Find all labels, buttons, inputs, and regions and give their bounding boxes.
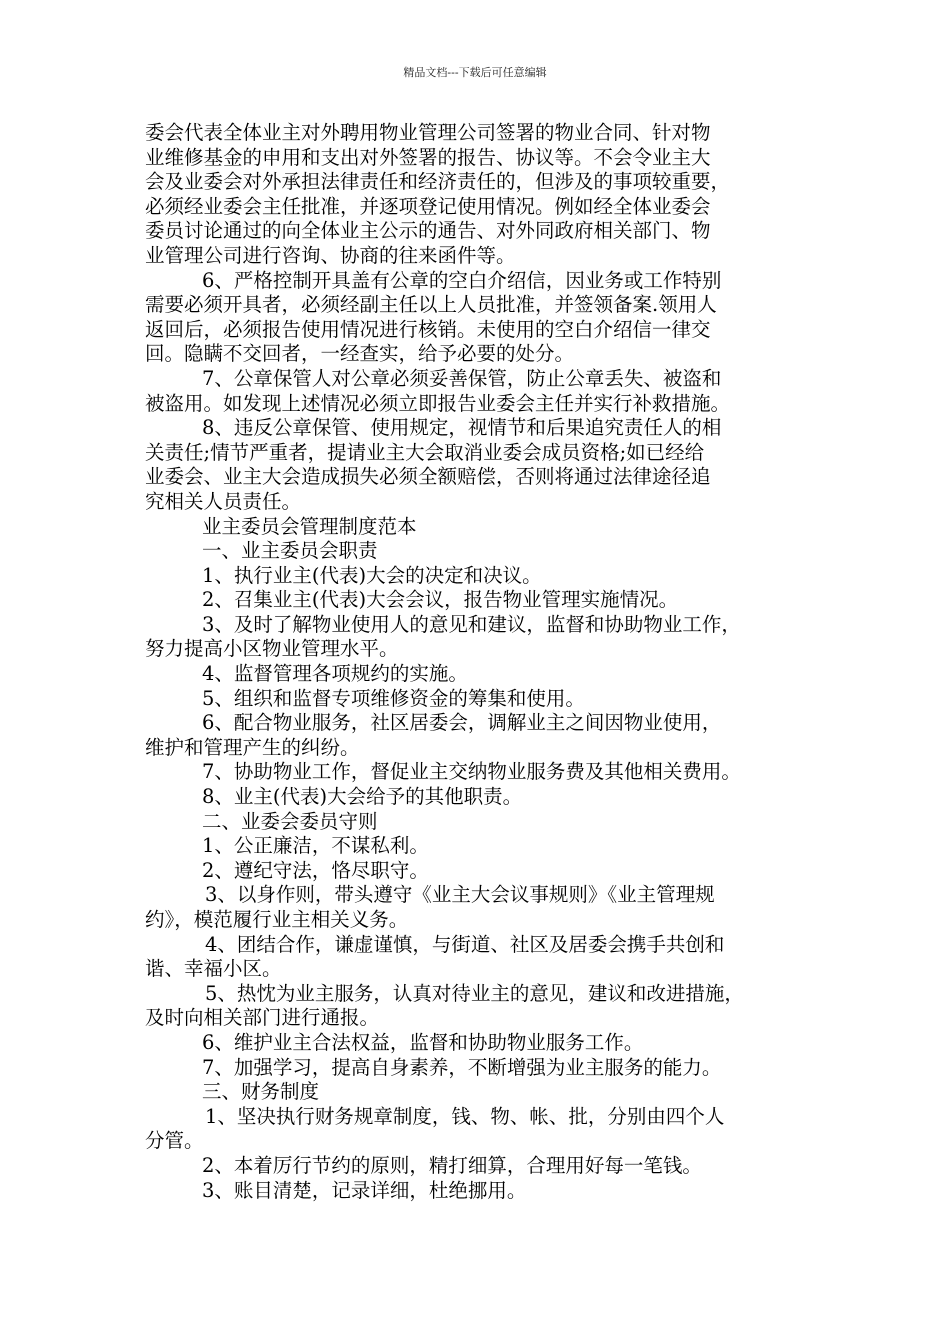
text-line: 1、公正廉洁，不谋私利。: [202, 834, 429, 858]
text-line: 6、严格控制开具盖有公章的空白介绍信，因业务或工作特别: [202, 268, 722, 292]
text-line: 8、业主(代表)大会给予的其他职责。: [202, 785, 523, 809]
text-line: 5、组织和监督专项维修资金的筹集和使用。: [202, 686, 585, 710]
text-line: 分管。: [145, 1129, 204, 1153]
text-line: 6、维护业主合法权益，监督和协助物业服务工作。: [202, 1030, 644, 1054]
text-line: 努力提高小区物业管理水平。: [145, 637, 399, 661]
text-line: 需要必须开具者，必须经副主任以上人员批准，并签领备案.领用人: [145, 293, 717, 317]
text-line: 业维修基金的申用和支出对外签署的报告、协议等。不会令业主大: [145, 145, 711, 169]
text-line: 必须经业委会主任批准，并逐项登记使用情况。例如经全体业委会: [145, 194, 711, 218]
text-line: 业主委员会管理制度范本: [202, 514, 417, 538]
text-line: 6、配合物业服务，社区居委会，调解业主之间因物业使用，: [202, 711, 722, 735]
text-line: 会及业委会对外承担法律责任和经济责任的，但涉及的事项较重要，: [145, 170, 731, 194]
text-line: 3、账目清楚，记录详细，杜绝挪用。: [202, 1178, 527, 1202]
text-line: 1、执行业主(代表)大会的决定和决议。: [202, 563, 542, 587]
text-line: 关责任;情节严重者，提请业主大会取消业委会成员资格;如已经给: [145, 440, 705, 464]
text-line: 4、团结合作，谦虚谨慎，与街道、社区及居委会携手共创和: [205, 932, 725, 956]
text-line: 回。隐瞒不交回者，一经查实，给予必要的处分。: [145, 342, 575, 366]
text-line: 一、业主委员会职责: [202, 539, 378, 563]
text-line: 4、监督管理各项规约的实施。: [202, 662, 468, 686]
text-line: 8、违反公章保管、使用规定，视情节和后果追究责任人的相: [202, 416, 722, 440]
text-line: 委会代表全体业主对外聘用物业管理公司签署的物业合同、针对物: [145, 121, 711, 144]
text-line: 三、财务制度: [202, 1080, 320, 1104]
text-line: 究相关人员责任。: [145, 489, 302, 513]
text-line: 2、召集业主(代表)大会会议，报告物业管理实施情况。: [202, 588, 679, 612]
text-line: 谐、幸福小区。: [145, 957, 282, 981]
text-line: 3、以身作则，带头遵守《业主大会议事规则》《业主管理规: [205, 883, 715, 907]
text-line: 2、本着厉行节约的原则，精打细算，合理用好每一笔钱。: [202, 1153, 702, 1177]
text-line: 二、业委会委员守则: [202, 809, 378, 833]
text-line: 7、公章保管人对公章必须妥善保管，防止公章丢失、被盗和: [202, 366, 722, 390]
page-header: 精品文档---下载后可任意编辑: [403, 66, 547, 79]
text-line: 及时向相关部门进行通报。: [145, 1006, 380, 1030]
text-line: 业管理公司进行咨询、协商的往来函件等。: [145, 243, 516, 267]
text-line: 7、协助物业工作，督促业主交纳物业服务费及其他相关费用。: [202, 760, 741, 784]
text-line: 返回后，必须报告使用情况进行核销。未使用的空白介绍信一律交: [145, 317, 711, 341]
text-line: 2、遵纪守法，恪尽职守。: [202, 858, 429, 882]
text-line: 维护和管理产生的纠纷。: [145, 735, 360, 759]
text-line: 5、热忱为业主服务，认真对待业主的意见，建议和改进措施，: [205, 981, 744, 1005]
text-line: 约》，模范履行业主相关义务。: [145, 908, 409, 931]
text-line: 业委会、业主大会造成损失必须全额赔偿，否则将通过法律途径追: [145, 465, 711, 489]
text-line: 1、坚决执行财务规章制度，钱、物、帐、批，分别由四个人: [205, 1104, 725, 1128]
text-line: 7、加强学习，提高自身素养，不断增强为业主服务的能力。: [202, 1055, 722, 1079]
text-line: 3、及时了解物业使用人的意见和建议，监督和协助物业工作，: [202, 612, 741, 636]
document-body: [145, 121, 813, 1203]
text-line: 被盗用。如发现上述情况必须立即报告业委会主任并实行补救措施。: [145, 391, 731, 415]
text-line: 委员讨论通过的向全体业主公示的通告、对外同政府相关部门、物: [145, 219, 711, 243]
